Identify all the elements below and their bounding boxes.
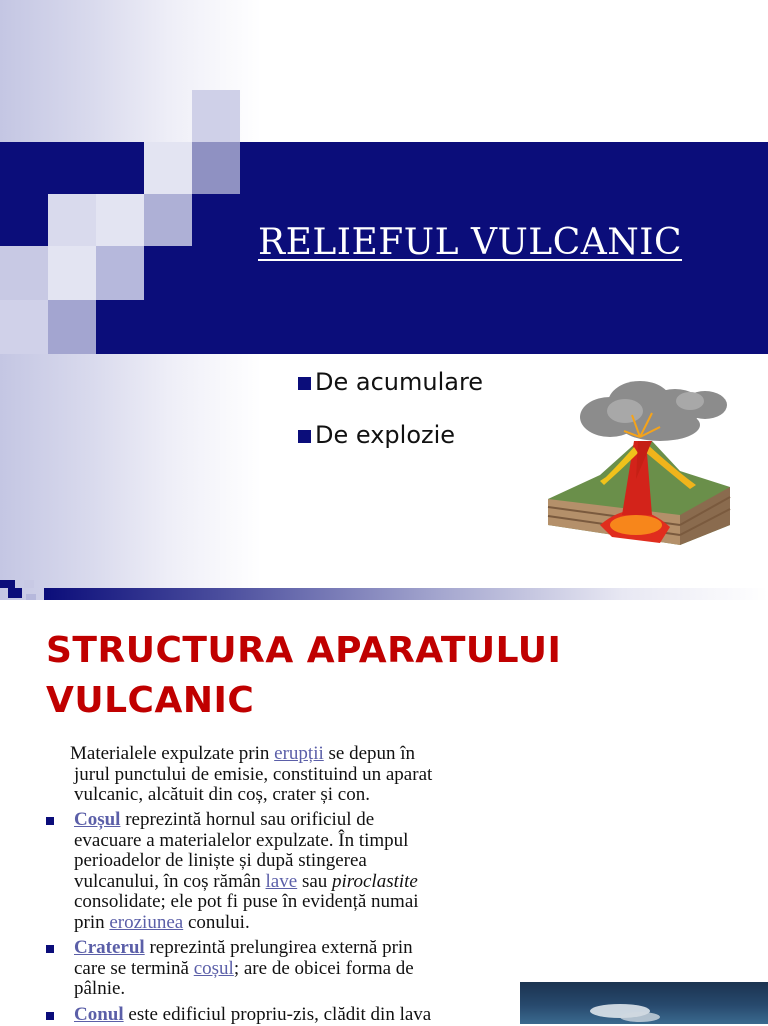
link-cosul[interactable]: Coșul (74, 809, 121, 830)
text: prin (74, 911, 110, 933)
link-conul[interactable]: Conul (74, 1004, 124, 1025)
decor-square (96, 246, 144, 300)
text: este edificiul propriu-zis, clădit din lava (123, 1004, 432, 1025)
text: consolidate; ele pot fi puse în evidență numai (74, 891, 419, 912)
slide-title: RELIEFUL VULCANIC (258, 222, 683, 263)
decor-square (48, 300, 96, 354)
text: reprezintă prelungirea externă prin (144, 937, 413, 958)
text: vulcanului, în coș rămân (74, 870, 266, 892)
link-cosul-inline[interactable]: coșul (193, 957, 234, 979)
link-eroziunea[interactable]: eroziunea (109, 911, 184, 933)
volcano-cross-section-icon (540, 375, 740, 550)
heading-line: VULCANIC (46, 680, 255, 721)
bullet-square-icon (298, 377, 311, 390)
link-lave[interactable]: lave (265, 870, 298, 892)
text: sau (297, 870, 333, 892)
slide-heading (46, 626, 746, 726)
list-item-cosul (74, 810, 534, 933)
list-item-conul (74, 1005, 534, 1026)
text: pâlnie. (74, 978, 126, 999)
text: Materialele expulzate prin (70, 743, 275, 764)
decor-square (144, 142, 192, 194)
decor-square (0, 246, 48, 300)
text: vulcanic, alcătuit din coș, crater și con. (74, 784, 370, 805)
text: perioadelor de liniște și după stingerea (74, 850, 367, 871)
text: piroclastite (332, 870, 418, 892)
bullet-label: De explozie (315, 421, 456, 449)
decor-square (144, 194, 192, 246)
heading-line: STRUCTURA APARATULUI (46, 630, 562, 671)
bullet-square-icon (298, 430, 311, 443)
bullet-square-icon (46, 1012, 54, 1020)
text: se depun în (323, 743, 416, 764)
text: jurul punctului de emisie, constituind un aparat (74, 763, 433, 785)
bullet-item (298, 421, 455, 449)
list-item-craterul (74, 938, 534, 1000)
link-craterul[interactable]: Craterul (74, 937, 145, 958)
text: ; are de obicei forma de (233, 957, 414, 979)
decor-square (48, 194, 96, 246)
decor-square (0, 194, 48, 246)
text: reprezintă hornul sau orificiul de (120, 809, 375, 830)
text: care se termină (74, 957, 194, 979)
bullet-square-icon (46, 817, 54, 825)
bullet-item (298, 368, 483, 396)
text: conului. (183, 911, 250, 933)
volcano-photo-image (520, 982, 768, 1024)
decor-square (96, 194, 144, 246)
decor-square (0, 300, 48, 354)
intro-paragraph (70, 744, 540, 806)
link-eruptii[interactable]: erupții (274, 743, 324, 764)
text: evacuare a materialelor expulzate. În timpul (74, 829, 409, 851)
bullet-label: De acumulare (315, 368, 484, 396)
decor-square (192, 142, 240, 194)
decor-square (48, 246, 96, 300)
decor-square (192, 90, 240, 142)
bullet-square-icon (46, 945, 54, 953)
slide-divider (0, 580, 768, 600)
